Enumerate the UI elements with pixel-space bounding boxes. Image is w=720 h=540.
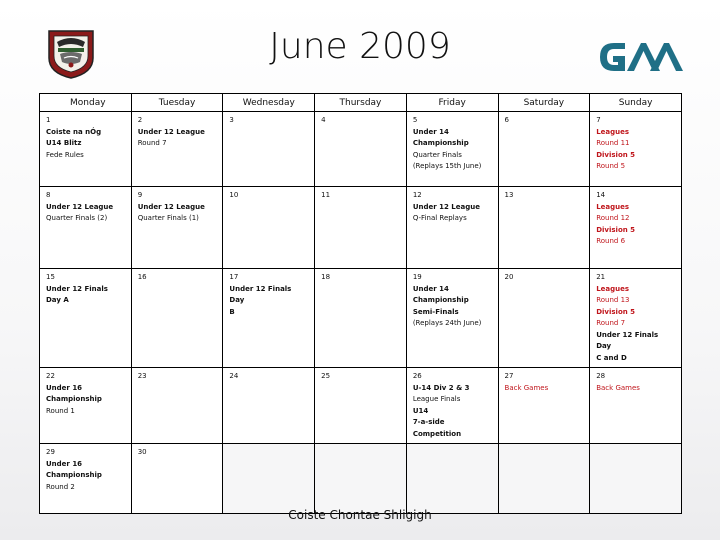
day-number: 5 bbox=[412, 116, 418, 124]
event-line: Competition bbox=[412, 429, 462, 438]
day-number: 11 bbox=[321, 191, 331, 199]
day-number: 22 bbox=[46, 372, 55, 380]
event-line: Championship bbox=[46, 395, 102, 403]
gaa-logo-icon bbox=[598, 40, 684, 74]
day-number: 17 bbox=[229, 273, 239, 281]
event-line: (Replays 15th June) bbox=[412, 162, 482, 170]
day-cell bbox=[315, 269, 407, 368]
event-line: Back Games bbox=[596, 383, 640, 392]
empty-day-cell bbox=[223, 444, 315, 514]
event-line: Q-Final Replays bbox=[412, 214, 467, 222]
empty-day-cell bbox=[406, 444, 498, 514]
event-line: Round 6 bbox=[596, 237, 626, 245]
week-row bbox=[40, 187, 682, 269]
week-row bbox=[40, 269, 682, 368]
day-number: 15 bbox=[46, 273, 55, 281]
event-line: Semi-Finals bbox=[412, 307, 459, 316]
footer-text: Coiste Chontae Shligigh bbox=[288, 508, 432, 522]
day-cell bbox=[406, 187, 498, 269]
day-number: 6 bbox=[504, 116, 509, 124]
event-line: Under 12 League bbox=[137, 202, 205, 211]
day-number: 16 bbox=[137, 273, 147, 281]
day-number: 13 bbox=[504, 191, 514, 199]
week-row bbox=[40, 368, 682, 444]
event-line: C and D bbox=[596, 353, 627, 362]
event-line: Round 5 bbox=[596, 162, 626, 170]
day-number: 24 bbox=[229, 372, 239, 380]
day-number: 25 bbox=[321, 372, 331, 380]
day-cell bbox=[315, 112, 407, 187]
event-line: Round 12 bbox=[596, 214, 630, 222]
event-line: Round 7 bbox=[596, 319, 626, 327]
day-cell bbox=[498, 187, 590, 269]
day-number: 14 bbox=[596, 191, 606, 199]
event-line: Under 12 League bbox=[137, 127, 205, 136]
day-cell bbox=[590, 368, 682, 444]
event-line: Division 5 bbox=[596, 307, 636, 316]
day-cell bbox=[223, 368, 315, 444]
day-number: 28 bbox=[596, 372, 606, 380]
calendar-table bbox=[39, 93, 682, 514]
day-number: 12 bbox=[412, 191, 422, 199]
day-number: 9 bbox=[137, 191, 143, 199]
event-line: Round 7 bbox=[137, 139, 167, 147]
event-line: Coiste na nÓg bbox=[46, 127, 102, 136]
event-line: Under 16 bbox=[46, 459, 83, 468]
day-number: 2 bbox=[137, 116, 143, 124]
day-number: 26 bbox=[412, 372, 422, 380]
week-row bbox=[40, 112, 682, 187]
event-line: Championship bbox=[412, 296, 469, 304]
day-cell bbox=[498, 368, 590, 444]
event-line: Back Games bbox=[504, 383, 549, 392]
day-cell bbox=[131, 187, 223, 269]
day-header-monday: Monday bbox=[40, 94, 132, 112]
empty-day-cell bbox=[315, 444, 407, 514]
day-number: 3 bbox=[229, 116, 234, 124]
event-line: League Finals bbox=[412, 395, 461, 403]
day-cell bbox=[223, 112, 315, 187]
empty-day-cell bbox=[498, 444, 590, 514]
day-number: 4 bbox=[321, 116, 326, 124]
event-line: Division 5 bbox=[596, 150, 636, 159]
event-line: Leagues bbox=[596, 127, 630, 136]
event-line: Round 13 bbox=[596, 296, 630, 304]
event-line: Round 1 bbox=[46, 406, 75, 415]
day-cell bbox=[40, 444, 132, 514]
day-number: 18 bbox=[321, 273, 331, 281]
day-number: 30 bbox=[137, 448, 147, 456]
day-number: 7 bbox=[596, 116, 601, 124]
event-line: Under 14 bbox=[412, 127, 449, 136]
event-line: Under 12 Finals Day A bbox=[46, 284, 108, 304]
event-line: Round 2 bbox=[46, 482, 75, 491]
event-line: U-14 Div 2 & 3 bbox=[412, 383, 470, 392]
event-line: Under 16 bbox=[46, 383, 83, 392]
event-line: B bbox=[229, 307, 235, 316]
event-line: U14 bbox=[412, 406, 429, 415]
event-line: Under 14 bbox=[412, 284, 449, 293]
event-line: U14 Blitz bbox=[46, 139, 82, 147]
day-cell bbox=[223, 269, 315, 368]
day-cell bbox=[40, 269, 132, 368]
day-cell bbox=[315, 368, 407, 444]
day-cell bbox=[406, 368, 498, 444]
day-number: 20 bbox=[504, 273, 514, 281]
event-line: Under 12 League bbox=[46, 202, 114, 211]
day-header-thursday: Thursday bbox=[315, 94, 407, 112]
event-line: Fede Rules bbox=[46, 150, 84, 159]
day-header-sunday: Sunday bbox=[590, 94, 682, 112]
day-number: 19 bbox=[412, 273, 422, 281]
event-line: Under 12 Finals Day bbox=[229, 284, 292, 304]
day-number: 23 bbox=[137, 372, 147, 380]
day-cell bbox=[223, 187, 315, 269]
day-header-tuesday: Tuesday bbox=[131, 94, 223, 112]
day-cell bbox=[131, 112, 223, 187]
event-line: Quarter Finals (2) bbox=[46, 214, 108, 222]
svg-text:GAA: GAA bbox=[598, 40, 601, 41]
week-row bbox=[40, 444, 682, 514]
day-cell bbox=[315, 187, 407, 269]
day-number: 8 bbox=[46, 191, 51, 199]
day-cell bbox=[40, 187, 132, 269]
day-header-friday: Friday bbox=[406, 94, 498, 112]
event-line: Division 5 bbox=[596, 225, 636, 234]
event-line: Under 12 Finals Day bbox=[596, 330, 659, 350]
day-cell bbox=[131, 269, 223, 368]
day-number: 21 bbox=[596, 273, 606, 281]
day-cell bbox=[590, 187, 682, 269]
day-cell bbox=[131, 444, 223, 514]
day-number: 29 bbox=[46, 448, 55, 456]
event-line: Leagues bbox=[596, 284, 630, 293]
event-line: 7-a-side bbox=[412, 418, 445, 426]
day-cell bbox=[498, 112, 590, 187]
event-line: Round 11 bbox=[596, 139, 630, 147]
empty-day-cell bbox=[590, 444, 682, 514]
day-cell bbox=[498, 269, 590, 368]
event-line: Under 12 League bbox=[412, 202, 480, 211]
event-line: Quarter Finals bbox=[412, 150, 462, 159]
event-line: Championship bbox=[46, 471, 102, 479]
page-title: June 2009 bbox=[269, 26, 451, 67]
day-number: 10 bbox=[229, 191, 239, 199]
event-line: Leagues bbox=[596, 202, 630, 211]
day-cell bbox=[131, 368, 223, 444]
day-cell bbox=[40, 112, 132, 187]
day-header-row bbox=[40, 94, 682, 112]
day-cell bbox=[406, 269, 498, 368]
day-header-saturday: Saturday bbox=[498, 94, 590, 112]
county-crest-icon bbox=[46, 28, 96, 80]
day-cell bbox=[406, 112, 498, 187]
day-number: 1 bbox=[46, 116, 51, 124]
day-cell bbox=[590, 112, 682, 187]
day-header-wednesday: Wednesday bbox=[223, 94, 315, 112]
day-cell bbox=[590, 269, 682, 368]
event-line: (Replays 24th June) bbox=[412, 319, 482, 327]
day-number: 27 bbox=[504, 372, 514, 380]
event-line: Quarter Finals (1) bbox=[137, 214, 199, 222]
event-line: Championship bbox=[412, 139, 469, 147]
day-cell bbox=[40, 368, 132, 444]
